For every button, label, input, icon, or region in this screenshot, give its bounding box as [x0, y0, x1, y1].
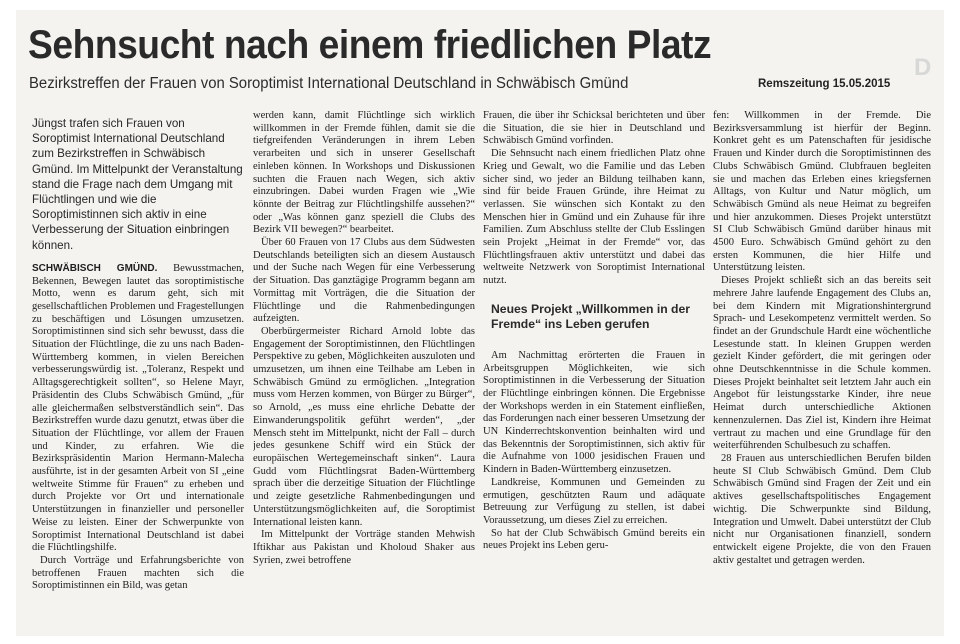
adjacent-article-fragment: D: [914, 54, 932, 81]
paragraph: Über 60 Frauen von 17 Clubs aus dem Südwesten Deutschlands beteiligten sich an diesem Austausch und der Suche nach Wegen für eine Verbesserung der Situation. Das ganztägige Programm begann am Vormittag mit Vorträgen, die die Situation der Flüchtlinge und die Rahmenbedingungen aufzeigten.: [253, 237, 475, 325]
paragraph: Die Sehnsucht nach einem friedlichen Platz ohne Krieg und Gewalt, wo die Familie und das Leben sicher sind, wo jeder an Bildung teilhaben kann, sind für beide Frauen Gründe, ihre Heimat zu verlassen. Sie wünschen sich Kontakt zu den Menschen hier in Gmünd und ein Zuhause für ihre Familien. Zum Abschluss stellte der Club Esslingen sein Projekt „Heimat in der Fremde“ vor, das Flüchtlingsfrauen aktiv unterstützt und dabei das weltweite Netzwerk von Soroptimist International nutzt.: [483, 148, 705, 287]
paragraph: fen: Willkommen in der Fremde. Die Bezirksversammlung ist hierfür der Beginn. Konkret geht es um Patenschaften für jesidische Frauen und Kinder durch die Soroptimistinnen des Clubs Schwäbisch Gmünd. Clubfrauen begleiten sie und machen das Erleben eines kriegsfernen Alltags, von Kultur und Natur möglich, um Schwäbisch Gmünd als neue Heimat zu begreifen und hier anzukommen. Dieses Projekt unterstützt SI Club Schwäbisch Gmünd darüber hinaus mit 4500 Euro. Schwäbisch Gmünd gehört zu den ersten Kommunen, die hier Hilfe und Unterstützung leisten.: [713, 110, 931, 274]
paragraph: [32, 263, 244, 555]
source-label: Remszeitung 15.05.2015: [758, 78, 891, 90]
article-headline: Sehnsucht nach einem friedlichen Platz: [28, 23, 712, 67]
paragraph: Durch Vorträge und Erfahrungsberichte von betroffenen Frauen machten sich die Soroptimistinnen ein Bild, was getan: [32, 555, 244, 592]
article-lead: Jüngst trafen sich Frauen von Soroptimist International Deutschland zum Bezirkstreffen in Schwäbisch Gmünd. Im Mittelpunkt der Veranstaltung stand die Frage nach dem Umgang mit Flüchtlingen und wie die Soroptimistinnen sich aktiv in eine Verbesserung der Situation einbringen können.: [32, 117, 243, 252]
paragraph-text: Bewusstmachen, Bekennen, Bewegen lautet das soroptimistische Motto, wenn es darum geht, sich mit gesellschaftlichen Problemen und Fragestellungen zu beschäftigen und Lösungen umzusetzen. Soroptimistinnen sind sich sehr bewusst, dass die Situation der Flüchtlinge, die zu uns nach Baden-Württemberg kommen, in vielen Bereichen verbesserungswürdig ist. „Toleranz, Respekt und Alltagsgerechtigkeit sollten“, so Helene Mayr, Präsidentin des Clubs Schwäbisch Gmünd, „für alle gleichermaßen selbstverständlich sein“. Das Bezirkstreffen wurde dazu genutzt, etwas über die Situation der Flüchtlinge, vor allem der Frauen und Kinder, zu erfahren. Wie die Bezirkspräsidentin Marion Hermann-Malecha ausführte, ist in der gesamten Arbeit von SI „eine weltweite Stimme für Frauen“ zu erheben und durch Projekte vor Ort und internationale Unterstützungen in finanzieller und personeller Weise zu leisten. Einer der Schwerpunkte von Soroptimist International Deutschland ist dabei die Flüchtlingshilfe.: [32, 262, 244, 554]
newspaper-clipping: [16, 10, 944, 636]
column-4: [713, 110, 931, 630]
paragraph: Landkreise, Kommunen und Gemeinden zu ermutigen, geschützten Raum und adäquate Betreuung zur Verfügung zu stellen, ist dabei Voraussetzung, um dieses Ziel zu erreichen.: [483, 476, 705, 526]
paragraph: Im Mittelpunkt der Vorträge standen Mehwish Iftikhar aus Pakistan und Kholoud Shaker aus Syrien, zwei betroffene: [253, 529, 475, 566]
paragraph: Oberbürgermeister Richard Arnold lobte das Engagement der Soroptimistinnen, den Flüchtlingen Perspektive zu geben, Möglichkeiten auszuloten und umzusetzen, um ihnen eine Teilhabe am Leben in Schwäbisch Gmünd zu ermöglichen. „Integration muss vom Herzen kommen, von Bürger zu Bürger“, so Arnold, „es muss eine ehrliche Debatte der Einwanderungspolitik geführt werden“, „der Mensch steht im Mittelpunkt, nicht der Fall – durch jedes gesunkene Schiff wird ein Stück der europäischen Wertegemeinschaft sinken“. Laura Gudd vom Flüchtlingsrat Baden-Württemberg sprach über die derzeitige Situation der Flüchtlinge und zeigte gesetzliche Rahmenbedingungen und Unterstützungsmöglichkeiten auf, die Soroptimist International leisten kann.: [253, 325, 475, 528]
article-subheadline: Bezirkstreffen der Frauen von Soroptimist International Deutschland in Schwäbisch Gmünd: [29, 75, 629, 92]
section-subheading: Neues Projekt „Willkommen in der Fremde“ ins Leben gerufen: [491, 301, 691, 331]
paragraph: So hat der Club Schwäbisch Gmünd bereits ein neues Projekt ins Leben geru-: [483, 527, 705, 552]
paragraph: 28 Frauen aus unterschiedlichen Berufen bilden heute SI Club Schwäbisch Gmünd. Dem Club Schwäbisch Gmünd sind Fragen der Zeit und ein aktives gesellschaftspolitisches Engagement wichtig. Die Schwerpunkte sind Bildung, Integration und Umwelt. Dabei unterstützt der Club nicht nur Organisationen finanziell, sondern entwickelt eigene Projekte, die von den Frauen aktiv gestaltet und getragen werden.: [713, 452, 931, 566]
column-1: [32, 110, 244, 630]
paragraph: werden kann, damit Flüchtlinge sich wirklich willkommen in der Fremde fühlen, damit sie die tiefgreifenden Veränderungen in ihrem Leben verarbeiten und sich in unserer Gesellschaft einleben können. In Workshops und Diskussionen suchten die Frauen nach Wegen, sich aktiv einzubringen. Dabei wurden Fragen wie „Wie könnte der Beitrag zur Flüchtlingshilfe aussehen?“ oder „Was können ganz speziell die Clubs des Bezirk VII bewegen?“ bearbeitet.: [253, 110, 475, 236]
column-2: [253, 110, 475, 630]
paragraph: Dieses Projekt schließt sich an das bereits seit mehrere Jahre laufende Engagement des Clubs an, bei dem Kindern mit Migrationshintergrund Sprach- und Lesekompetenz vermittelt werden. So findet an der Grundschule Hardt eine wöchentliche Lesestunde statt. In kleinen Gruppen werden gezielt Kinder gefördert, die mit geringen oder ohne Deutschkenntnisse in die Schule kommen. Dieses Projekt beinhaltet seit letztem Jahr auch ein Angebot für leistungsstarke Kinder, ihre neue Heimat durch unterschiedliche Aktionen kennenzulernen. Das Ziel ist, Kindern ihre Heimat vertraut zu machen und eine Grundlage für den weiterführenden Schulbesuch zu schaffen.: [713, 275, 931, 452]
paragraph: Frauen, die über ihr Schicksal berichteten und über die Situation, die sie hier in Deutschland und Schwäbisch Gmünd vorfinden.: [483, 110, 705, 147]
paragraph: Am Nachmittag erörterten die Frauen in Arbeitsgruppen Möglichkeiten, wie sich Soroptimistinnen in die Verbesserung der Situation der Flüchtlinge einbringen können. Die Ergebnisse der Workshops werden in ein Statement einfließen, das Forderungen nach einer besseren Umsetzung der UN Kinderrechtskonvention beinhalten wird und das Bekenntnis der Soroptimistinnen, sich aktiv für die Aufnahme von 1000 jesidischen Frauen und Kindern in Baden-Württemberg einzusetzen.: [483, 349, 705, 476]
column-3: [483, 110, 705, 630]
dateline: SCHWÄBISCH GMÜND.: [32, 262, 158, 274]
